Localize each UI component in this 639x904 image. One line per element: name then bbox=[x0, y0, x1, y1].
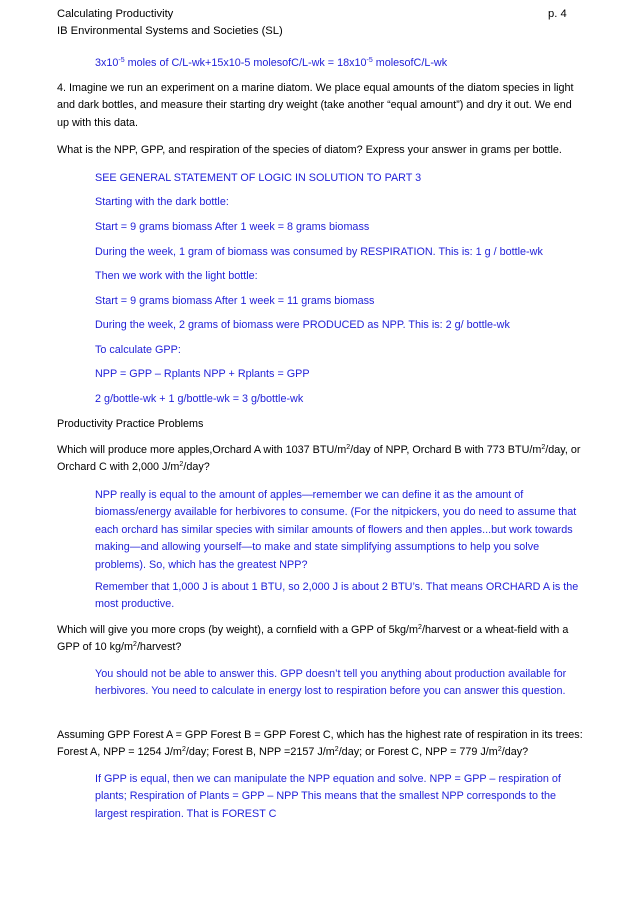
answer-line: Start = 9 grams biomass After 1 week = 11 grams biomass bbox=[95, 295, 375, 307]
answer-line: Start = 9 grams biomass After 1 week = 8 grams biomass bbox=[95, 221, 370, 233]
answer-line: During the week, 1 gram of biomass was consumed by RESPIRATION. This is: 1 g / bottle-wk bbox=[95, 246, 543, 258]
problem-2-answer: You should not be able to answer this. GPP doesn’t tell you anything about production available for herbivores. You need to calculate in energy lost to respiration before you can answer this question. bbox=[95, 668, 567, 698]
header-course: IB Environmental Systems and Societies (SL) bbox=[57, 25, 283, 37]
problem-2-question: Which will give you more crops (by weight), a cornfield with a GPP of $5kg/m^2$/harvest or a wheat-field with a GPP of 10 $kg/m^2$/harvest? bbox=[57, 624, 569, 654]
section-title: Productivity Practice Problems bbox=[57, 418, 204, 430]
answer-line: Then we work with the light bottle: bbox=[95, 270, 258, 282]
problem-3-answer: If GPP is equal, then we can manipulate the NPP equation and solve. NPP = GPP – respiration of plants; Respiration of Plants = GPP – NPP This means that the smallest NPP corresponds to the largest respiration. That is FOREST C bbox=[95, 773, 561, 820]
problem-3-question: Assuming GPP Forest A = GPP Forest B = GPP Forest C, which has the highest rate of respiration in its trees: Forest A, NPP = 1254 $J/m^2$/day; Forest B, NPP =2157 $J/m^2$/day; or Forest C, NPP = 779 $J/m^2$/day? bbox=[57, 729, 583, 759]
header-page-number: p. 4 bbox=[548, 8, 567, 20]
answer-line: 2 g/bottle-wk + 1 g/bottle-wk = 3 g/bottle-wk bbox=[95, 393, 304, 405]
problem-1-answer: NPP really is equal to the amount of apples—remember we can define it as the amount of biomass/energy available for herbivores to consume. (For the nitpickers, you do need to assume that each orchard has similar species with similar amounts of flowers and then apples...but work towards making—and allowing yourself—to make and state simplifying assumptions to help you solve problems). So, which has the greatest NPP? bbox=[95, 489, 577, 571]
problem-1-answer-conclusion: Remember that 1,000 J is about 1 BTU, so 2,000 J is about 2 BTU’s. That means ORCHARD A is the most productive. bbox=[95, 581, 579, 611]
answer-line: NPP = GPP – Rplants NPP + Rplants = GPP bbox=[95, 368, 310, 380]
answer-line: SEE GENERAL STATEMENT OF LOGIC IN SOLUTION TO PART 3 bbox=[95, 172, 422, 184]
answer-line: To calculate GPP: bbox=[95, 344, 181, 356]
question-4-text: 4. Imagine we run an experiment on a marine diatom. We place equal amounts of the diatom species in light and dark bottles, and measure their starting dry weight (take another “equal amount”) and dry it out. We end up with this data. bbox=[57, 82, 574, 129]
header-title: Calculating Productivity bbox=[57, 8, 174, 20]
question-4-prompt: What is the NPP, GPP, and respiration of the species of diatom? Express your answer in grams per bottle. bbox=[57, 144, 562, 156]
carryover-equation: $3x10^{-5}$ moles of C/L-wk+15x10-5 molesofC/L-wk = $18x10^{-5}$ molesofC/L-wk bbox=[95, 57, 448, 69]
answer-line: Starting with the dark bottle: bbox=[95, 196, 229, 208]
answer-line: During the week, 2 grams of biomass were PRODUCED as NPP. This is: 2 g/ bottle-wk bbox=[95, 319, 510, 331]
problem-1-question: Which will produce more apples,Orchard A with 1037 BTU/$m^2$/day of NPP, Orchard B with 773 BTU/$m^2$/day, or Orchard C with 2,000 $J/m^2$/day? bbox=[57, 444, 581, 474]
